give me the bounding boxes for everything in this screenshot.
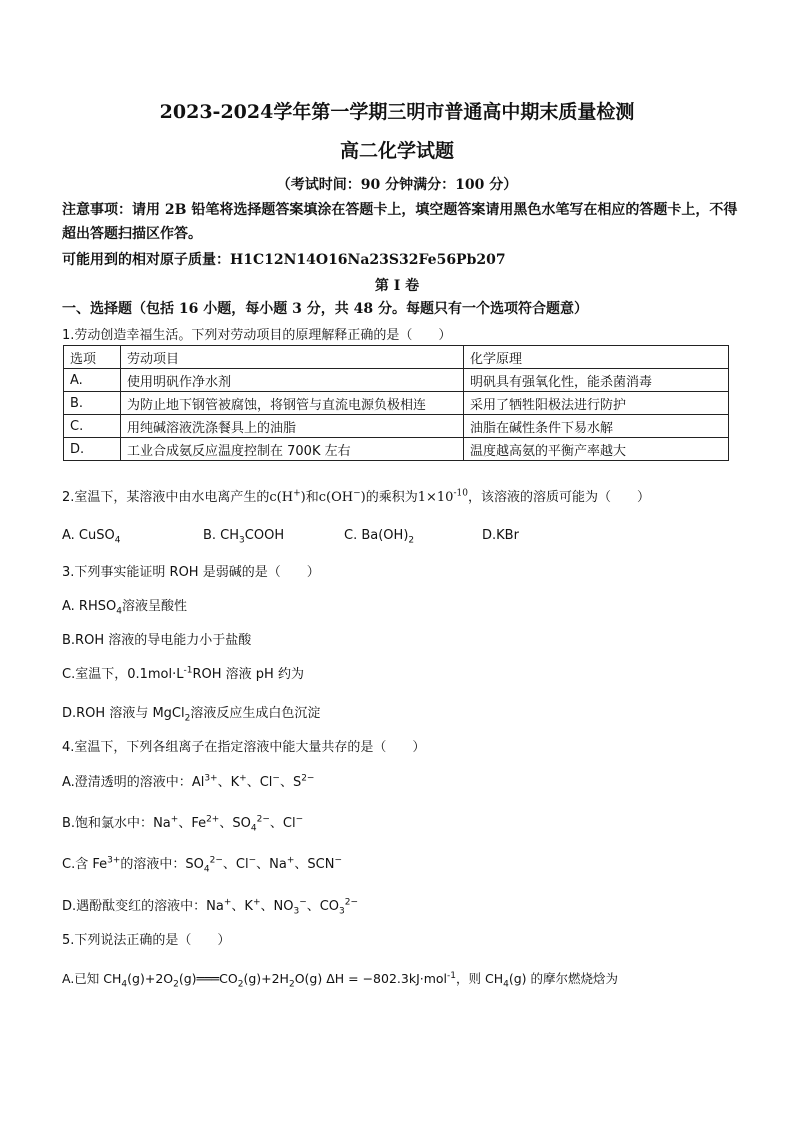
- question-4-option-b: B.饱和氯水中：Na+、$Fe^{2+}$、$SO_4^{2-}$、Cl−: [62, 814, 304, 834]
- question-4-option-d: D.遇酚酞变红的溶液中：Na+、K+、$NO_3^-$、$CO_3^{2-}$: [62, 897, 359, 917]
- row-labor: 工业合成氨反应温度控制在 700K 左右: [121, 438, 464, 461]
- question-4-stem: 4.室温下，下列各组离子在指定溶液中能大量共存的是（ ）: [62, 740, 426, 755]
- table-header-row: [64, 346, 729, 369]
- row-principle: 温度越高氨的平衡产率越大: [464, 438, 729, 461]
- row-option: A.: [64, 369, 121, 392]
- header-labor: 劳动项目: [121, 346, 464, 369]
- atomic-mass-line: 可能用到的相对原子质量：H1C12N14O16Na23S32Fe56Pb207: [62, 252, 506, 268]
- table-row: [64, 415, 729, 438]
- question-2-option-d: D.KBr: [482, 528, 519, 543]
- row-principle: 明矾具有强氧化性，能杀菌消毒: [464, 369, 729, 392]
- question-5-stem: 5.下列说法正确的是（ ）: [62, 933, 231, 948]
- row-labor: 用纯碱溶液洗涤餐具上的油脂: [121, 415, 464, 438]
- question-3-option-d: D.ROH 溶液与 MgCl$_2$溶液反应生成白色沉淀: [62, 706, 321, 724]
- question-2-option-b: B. $CH_3COOH$: [203, 528, 285, 546]
- row-principle: 油脂在碱性条件下易水解: [464, 415, 729, 438]
- question-4-option-a: A.澄清透明的溶液中：$Al^{3+}$、K+、Cl−、$S^{2-}$: [62, 773, 315, 790]
- table-row: [64, 438, 729, 461]
- question-3-stem: 3.下列事实能证明 ROH 是弱碱的是（ ）: [62, 565, 320, 580]
- exam-title: 2023-2024学年第一学期三明市普通高中期末质量检测: [159, 101, 635, 123]
- row-option: C.: [64, 415, 121, 438]
- question-3-option-a: A. $RHSO_4$溶液呈酸性: [62, 599, 187, 617]
- row-option: B.: [64, 392, 121, 415]
- question-3-option-c: C.室温下，$0.1mol\cdot L^{-1}ROH$ 溶液 pH 约为: [62, 665, 304, 682]
- header-principle: 化学原理: [464, 346, 729, 369]
- volume-heading: 第 I 卷: [374, 278, 420, 294]
- section-heading: 一、选择题（包括 16 小题，每小题 3 分，共 48 分。每题只有一个选项符合题意）: [62, 301, 588, 317]
- question-2-option-a: A. CuSO$_4$: [62, 528, 121, 546]
- exam-info: （考试时间：90 分钟满分：100 分）: [276, 177, 518, 193]
- exam-notes: 注意事项：请用 2B 铅笔将选择题答案填涂在答题卡上，填空题答案请用黑色水笔写在相应的答题卡上，不得超出答题扫描区作答。: [62, 202, 738, 242]
- table-row: [64, 369, 729, 392]
- question-1-stem: 1.劳动创造幸福生活。下列对劳动项目的原理解释正确的是（ ）: [62, 328, 452, 343]
- question-2-stem: 2.室温下，某溶液中由水电离产生的c(H+)和c(OH−)的乘积为$1\times 10^{-10}$，该溶液的溶质可能为（ ）: [62, 488, 650, 505]
- question-4-option-c: C.含 $Fe^{3+}$的溶液中：$SO_4^{2-}$、Cl−、Na+、SCN−: [62, 855, 343, 875]
- header-option: 选项: [64, 346, 121, 369]
- row-principle: 采用了牺牲阳极法进行防护: [464, 392, 729, 415]
- row-labor: 使用明矾作净水剂: [121, 369, 464, 392]
- row-labor: 为防止地下钢管被腐蚀，将钢管与直流电源负极相连: [121, 392, 464, 415]
- question-1-table: [63, 345, 729, 461]
- table-row: [64, 392, 729, 415]
- question-2-option-c: C. $Ba(OH)_2$: [344, 528, 415, 546]
- row-option: D.: [64, 438, 121, 461]
- exam-subtitle: 高二化学试题: [339, 140, 454, 162]
- question-5-option-a: A.已知 $CH_4(g)+2O_2(g)═══CO_2(g)+2H_2O(g) \Delta H = -802.3kJ\cdot mol^{-1}$，则 $CH_4(g)$ 的摩尔燃烧焓为: [62, 970, 619, 990]
- question-3-option-b: B.ROH 溶液的导电能力小于盐酸: [62, 633, 252, 648]
